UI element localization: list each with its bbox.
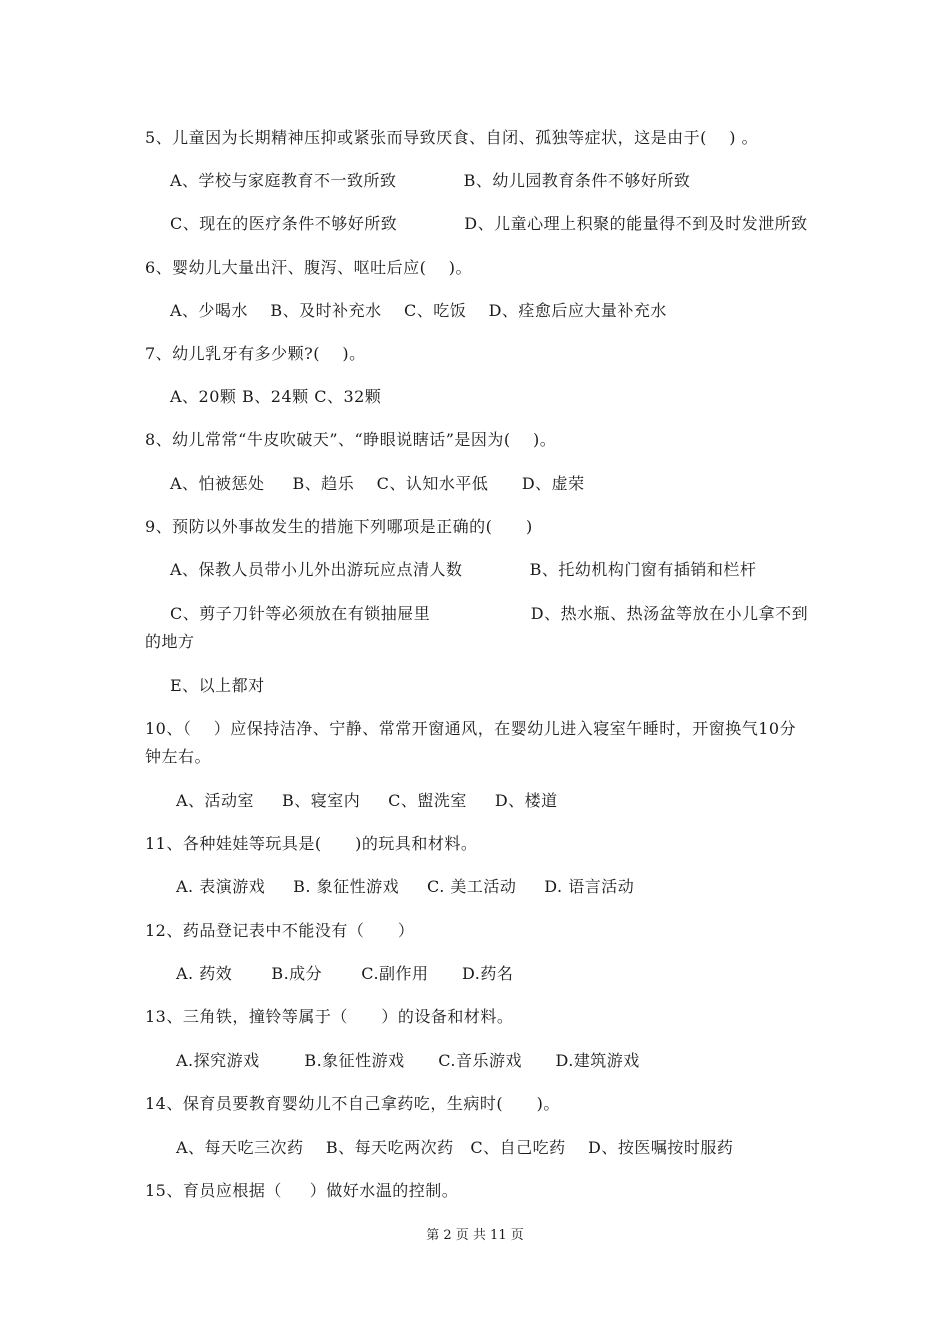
question-9-options-1: A、保教人员带小儿外出游玩应点清人数 B、托幼机构门窗有插销和栏杆 [170, 560, 757, 579]
question-9-options-2: C、剪子刀针等必须放在有锁抽屉里 D、热水瓶、热汤盆等放在小儿拿不到 [170, 604, 809, 623]
page-footer: 第 2 页 共 11 页 [426, 1228, 524, 1243]
question-13: 13、三角铁，撞铃等属于（ ）的设备和材料。 [145, 1007, 514, 1026]
question-9: 9、预防以外事故发生的措施下列哪项是正确的( ) [145, 517, 533, 536]
question-14-options: A、每天吃三次药 B、每天吃两次药 C、自己吃药 D、按医嘱按时服药 [176, 1138, 734, 1157]
question-9-options-wrap: 的地方 [145, 632, 195, 651]
question-12-options: A. 药效 B.成分 C.副作用 D.药名 [176, 964, 514, 983]
question-7: 7、幼儿乳牙有多少颗?( )。 [145, 344, 366, 363]
question-9-options-3: E、以上都对 [170, 676, 265, 695]
question-12: 12、药品登记表中不能没有（ ） [145, 921, 415, 940]
question-5: 5、儿童因为长期精神压抑或紧张而导致厌食、自闭、孤独等症状，这是由于( ) 。 [145, 128, 759, 147]
question-11-options: A. 表演游戏 B. 象征性游戏 C. 美工活动 D. 语言活动 [176, 877, 635, 896]
question-5-options-2: C、现在的医疗条件不够好所致 D、儿童心理上积聚的能量得不到及时发泄所致 [170, 214, 808, 233]
question-6: 6、婴幼儿大量出汗、腹泻、呕吐后应( )。 [145, 258, 473, 277]
question-13-options: A.探究游戏 B.象征性游戏 C.音乐游戏 D.建筑游戏 [176, 1051, 640, 1070]
question-5-options-1: A、学校与家庭教育不一致所致 B、幼儿园教育条件不够好所致 [170, 171, 691, 190]
question-10-line-1: 10、（ ）应保持洁净、宁静、常常开窗通风，在婴幼儿进入寝室午睡时，开窗换气10分 [145, 719, 797, 738]
question-7-options: A、20颗 B、24颗 C、32颗 [170, 387, 382, 406]
question-6-options: A、少喝水 B、及时补充水 C、吃饭 D、痊愈后应大量补充水 [170, 301, 667, 320]
question-11: 11、各种娃娃等玩具是( )的玩具和材料。 [145, 834, 478, 853]
question-14: 14、保育员要教育婴幼儿不自己拿药吃，生病时( )。 [145, 1094, 560, 1113]
question-15: 15、育员应根据（ ）做好水温的控制。 [145, 1181, 459, 1200]
question-10-options: A、活动室 B、寝室内 C、盥洗室 D、楼道 [176, 791, 558, 810]
question-8-options: A、怕被惩处 B、趋乐 C、认知水平低 D、虚荣 [170, 474, 585, 493]
question-10-line-2: 钟左右。 [145, 747, 212, 766]
question-8: 8、幼儿常常“牛皮吹破天”、“睁眼说瞎话”是因为( )。 [145, 430, 557, 449]
